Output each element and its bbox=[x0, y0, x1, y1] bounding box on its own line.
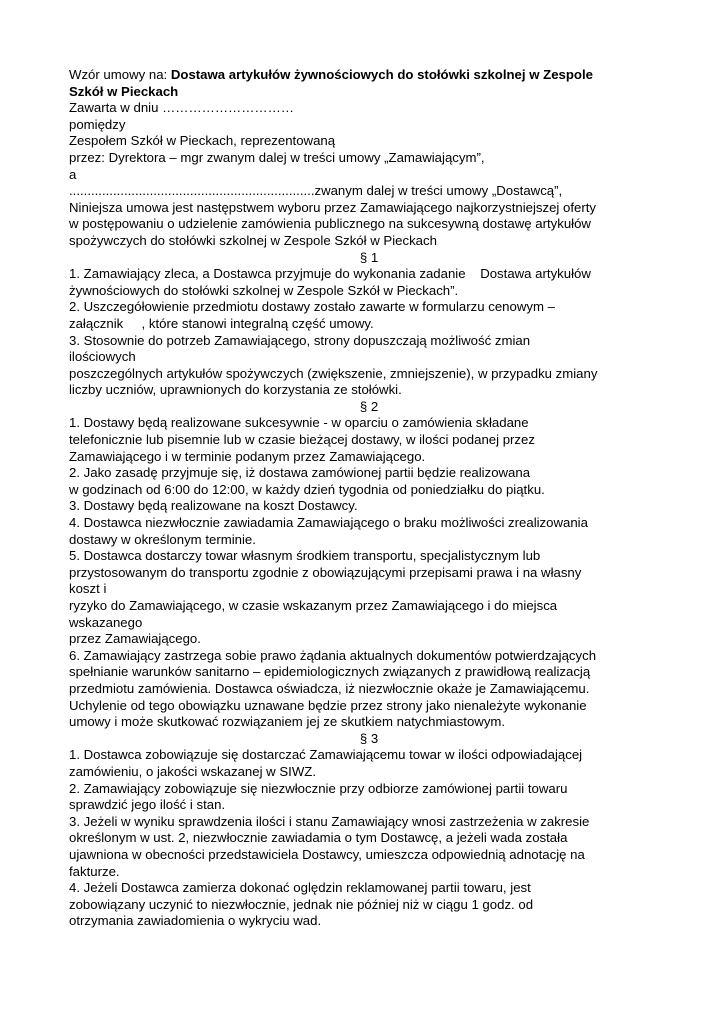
text-line: załącznik , które stanowi integralną część umowy. bbox=[69, 315, 374, 331]
text-line: przez: Dyrektora – mgr zwanym dalej w treści umowy „Zamawiającym”, bbox=[69, 149, 485, 165]
text-line: 5. Dostawca dostarczy towar własnym środkiem transportu, specjalistycznym lub bbox=[69, 548, 541, 564]
text-line: ilościowych bbox=[69, 349, 136, 365]
text-line: liczby uczniów, uprawnionych do korzystania ze stołówki. bbox=[69, 382, 402, 398]
text-line: fakturze. bbox=[69, 863, 120, 879]
text-line: 4. Jeżeli Dostawca zamierza dokonać oględzin reklamowanej partii towaru, jest bbox=[69, 880, 531, 896]
text-line: 2. Uszczegółowienie przedmiotu dostawy zostało zawarte w formularzu cenowym – bbox=[69, 299, 555, 315]
text-line: przystosowanym do transportu zgodnie z obowiązującymi przepisami prawa i na własny bbox=[69, 564, 582, 580]
section-heading-1: § 1 bbox=[359, 249, 379, 265]
document-title bbox=[69, 67, 669, 84]
text-line: pomiędzy bbox=[69, 116, 126, 132]
title-bold-2: Szkół w Pieckach bbox=[69, 83, 179, 99]
text-line: umowy i może skutkować rozwiązaniem jej ze skutkiem natychmiastowym. bbox=[69, 714, 506, 730]
text-line: 2. Zamawiający zobowiązuje się niezwłocznie przy odbiorze zamówionej partii towaru bbox=[69, 780, 568, 796]
text-line: 3. Stosownie do potrzeb Zamawiającego, strony dopuszczają możliwość zmian bbox=[69, 332, 531, 348]
text-line: wskazanego bbox=[69, 614, 143, 630]
text-line: telefonicznie lub pisemnie lub w czasie bieżącej dostawy, w ilości podanej przez bbox=[69, 432, 535, 448]
text-line: ...................................................................zwanym dalej w treści umowy „Dostawcą”, bbox=[69, 183, 563, 199]
text-line: sprawdzić jego ilość i stan. bbox=[69, 797, 226, 813]
document-body bbox=[69, 67, 669, 930]
text-line: w postępowaniu o udzielenie zamówienia publicznego na sukcesywną dostawę artykułów bbox=[69, 216, 591, 232]
text-line: zobowiązany uczynić to niezwłocznie, jednak nie później niż w ciągu 1 godz. od bbox=[69, 896, 534, 912]
title-prefix: Wzór umowy na: bbox=[69, 67, 171, 82]
text-line: przedmiotu zamówienia. Dostawca oświadcza, iż niezwłocznie okaże je Zamawiającemu. bbox=[69, 680, 590, 696]
text-line: poszczególnych artykułów spożywczych (zwiększenie, zmniejszenie), w przypadku zmiany bbox=[69, 365, 598, 381]
document-title-cont bbox=[69, 84, 669, 101]
text-line: 2. Jako zasadę przyjmuje się, iż dostawa zamówionej partii będzie realizowana bbox=[69, 465, 531, 481]
date-line: Zawarta w dniu ………………………… bbox=[69, 100, 294, 116]
text-line: koszt i bbox=[69, 581, 107, 597]
text-line: 1. Zamawiający zleca, a Dostawca przyjmuje do wykonania zadanie Dostawa artykułów bbox=[69, 266, 591, 282]
text-line: Uchylenie od tego obowiązku uznawane będzie przez strony jako nienależyte wykonanie bbox=[69, 697, 587, 713]
text-line: a bbox=[69, 166, 77, 182]
section-heading-2: § 2 bbox=[359, 398, 379, 414]
text-line: 6. Zamawiający zastrzega sobie prawo żądania aktualnych dokumentów potwierdzających bbox=[69, 647, 597, 663]
text-line: dostawy w określonym terminie. bbox=[69, 531, 256, 547]
text-line: 1. Dostawy będą realizowane sukcesywnie - w oparciu o zamówienia składane bbox=[69, 415, 529, 431]
text-line: przez Zamawiającego. bbox=[69, 631, 201, 647]
section-heading-3: § 3 bbox=[359, 730, 379, 746]
text-line: spełnianie warunków sanitarno – epidemiologicznych związanych z prawidłową realizacją bbox=[69, 664, 591, 680]
text-line: 3. Dostawy będą realizowane na koszt Dostawcy. bbox=[69, 498, 358, 514]
text-line: żywnościowych do stołówki szkolnej w Zespole Szkół w Pieckach”. bbox=[69, 282, 459, 298]
text-line: określonym w ust. 2, niezwłocznie zawiadamia o tym Dostawcę, a jeżeli wada została bbox=[69, 830, 568, 846]
text-line: Zespołem Szkół w Pieckach, reprezentowaną bbox=[69, 133, 336, 149]
text-line: ryzyko do Zamawiającego, w czasie wskazanym przez Zamawiającego i do miejsca bbox=[69, 598, 558, 613]
text-line: Niniejsza umowa jest następstwem wyboru przez Zamawiającego najkorzystniejszej oferty bbox=[69, 199, 596, 215]
text-line: zamówieniu, o jakości wskazanej w SIWZ. bbox=[69, 763, 316, 779]
text-line: ujawniona w obecności przedstawiciela Dostawcy, umieszcza odpowiednią adnotację na bbox=[69, 846, 585, 862]
text-line: Zamawiającego i w terminie podanym przez Zamawiającego. bbox=[69, 448, 426, 464]
text-line: w godzinach od 6:00 do 12:00, w każdy dzień tygodnia od poniedziałku do piątku. bbox=[69, 481, 545, 497]
text-line: 4. Dostawca niezwłocznie zawiadamia Zamawiającego o braku możliwości zrealizowania bbox=[69, 515, 588, 531]
text-line: 1. Dostawca zobowiązuje się dostarczać Zamawiającemu towar w ilości odpowiadającej bbox=[69, 747, 583, 763]
text-line: otrzymania zawiadomienia o wykryciu wad. bbox=[69, 913, 322, 929]
text-line: spożywczych do stołówki szkolnej w Zespole Szkół w Pieckach bbox=[69, 232, 437, 248]
title-bold-1: Dostawa artykułów żywnościowych do stołówki szkolnej w Zespole bbox=[170, 67, 593, 82]
text-line: 3. Jeżeli w wyniku sprawdzenia ilości i stanu Zamawiający wnosi zastrzeżenia w zakresie bbox=[69, 813, 590, 829]
